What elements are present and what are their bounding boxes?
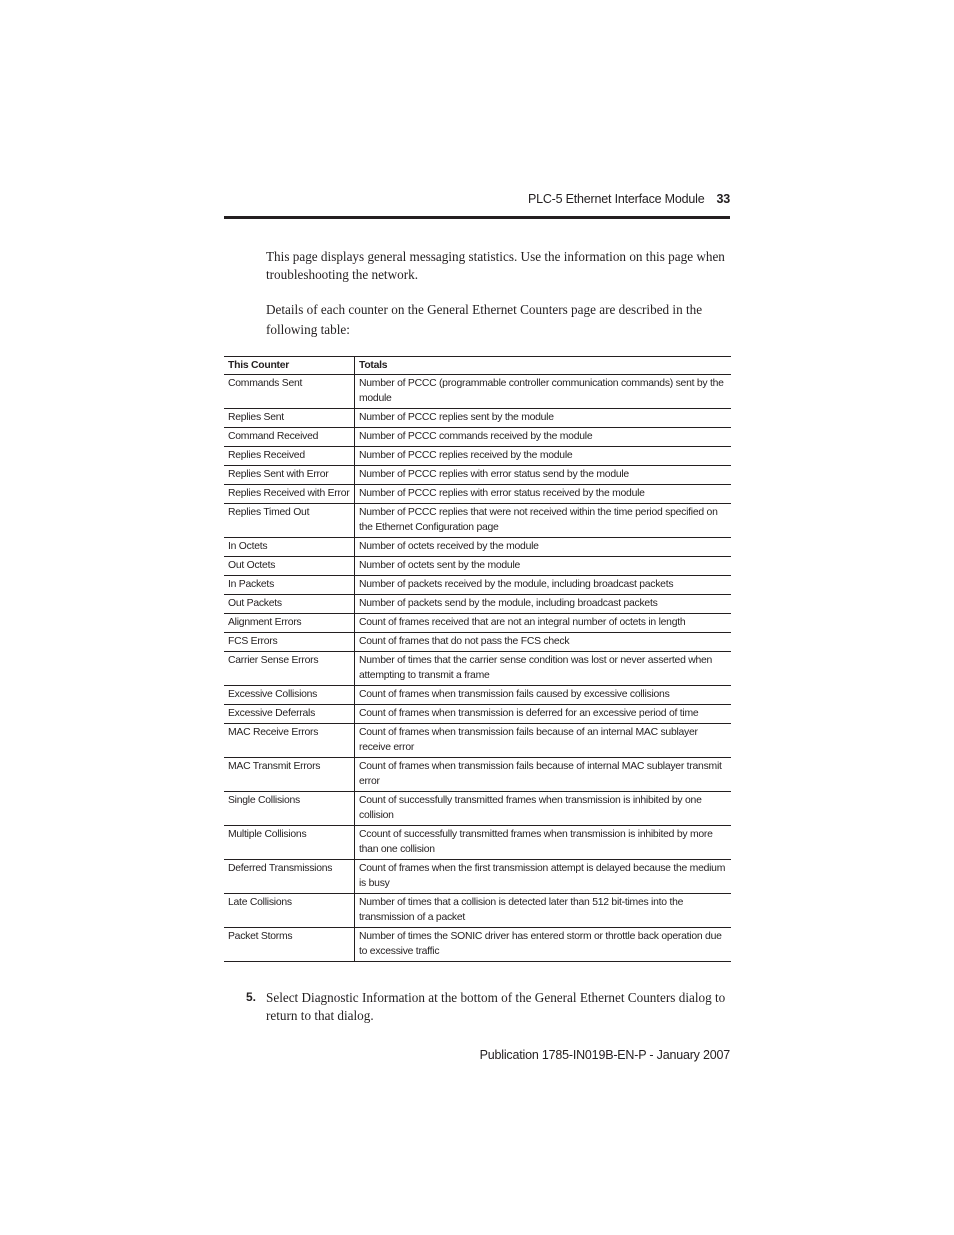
counter-name-cell: In Packets — [224, 576, 355, 595]
counter-description-cell: Number of octets received by the module — [355, 538, 732, 557]
counter-name-cell: Replies Received with Error — [224, 485, 355, 504]
page-header — [224, 192, 730, 219]
counter-description-cell: Count of frames when transmission is deferred for an excessive period of time — [355, 705, 732, 724]
table-row — [224, 466, 731, 485]
counter-name-cell: Packet Storms — [224, 928, 355, 962]
counter-description-cell: Number of octets sent by the module — [355, 557, 732, 576]
intro-paragraph-1: This page displays general messaging statistics. Use the information on this page when troubleshooting the network. — [266, 249, 725, 282]
table-row — [224, 576, 731, 595]
counter-name-cell: Replies Timed Out — [224, 504, 355, 538]
table-row — [224, 792, 731, 826]
table-row — [224, 652, 731, 686]
column-header-counter: This Counter — [224, 357, 355, 375]
counter-name-cell: Alignment Errors — [224, 614, 355, 633]
table-row — [224, 409, 731, 428]
counter-name-cell: Out Packets — [224, 595, 355, 614]
counter-name-cell: Single Collisions — [224, 792, 355, 826]
counter-name-cell: Excessive Deferrals — [224, 705, 355, 724]
table-body — [224, 375, 731, 962]
counter-description-cell: Number of times the SONIC driver has entered storm or throttle back operation due to excessive traffic — [355, 928, 732, 962]
counter-description-cell: Count of frames when transmission fails caused by excessive collisions — [355, 686, 732, 705]
counter-description-cell: Number of times that the carrier sense condition was lost or never asserted when attempting to transmit a frame — [355, 652, 732, 686]
counter-description-cell: Count of frames when transmission fails because of an internal MAC sublayer receive error — [355, 724, 732, 758]
page-number: 33 — [716, 192, 730, 206]
counter-name-cell: MAC Transmit Errors — [224, 758, 355, 792]
table-row — [224, 595, 731, 614]
counter-name-cell: FCS Errors — [224, 633, 355, 652]
counter-name-cell: Excessive Collisions — [224, 686, 355, 705]
counter-description-cell: Number of PCCC replies with error status send by the module — [355, 466, 732, 485]
table-row — [224, 894, 731, 928]
table-row — [224, 758, 731, 792]
step-number: 5. — [246, 990, 257, 1004]
counter-description-cell: Count of frames received that are not an integral number of octets in length — [355, 614, 732, 633]
counter-name-cell: Replies Received — [224, 447, 355, 466]
table-row — [224, 504, 731, 538]
table-row — [224, 375, 731, 409]
counter-name-cell: Out Octets — [224, 557, 355, 576]
counter-description-cell: Number of packets received by the module, including broadcast packets — [355, 576, 732, 595]
step-text: Select Diagnostic Information at the bottom of the General Ethernet Counters dialog to return to that dialog. — [266, 990, 726, 1023]
counter-description-cell: Number of PCCC replies sent by the module — [355, 409, 732, 428]
counter-description-cell: Number of PCCC commands received by the module — [355, 428, 732, 447]
counter-description-cell: Count of frames that do not pass the FCS check — [355, 633, 732, 652]
counter-name-cell: Replies Sent with Error — [224, 466, 355, 485]
counter-name-cell: Commands Sent — [224, 375, 355, 409]
table-row — [224, 860, 731, 894]
counter-name-cell: Late Collisions — [224, 894, 355, 928]
table-header-row — [224, 357, 731, 375]
counter-description-cell: Ccount of successfully transmitted frames when transmission is inhibited by more than one collision — [355, 826, 732, 860]
counter-description-cell: Number of times that a collision is detected later than 512 bit-times into the transmission of a packet — [355, 894, 732, 928]
counter-description-cell: Number of PCCC (programmable controller communication commands) sent by the module — [355, 375, 732, 409]
counter-description-cell: Number of PCCC replies received by the module — [355, 447, 732, 466]
counters-table — [224, 356, 731, 962]
counter-name-cell: Carrier Sense Errors — [224, 652, 355, 686]
counter-description-cell: Number of PCCC replies with error status received by the module — [355, 485, 732, 504]
counter-name-cell: MAC Receive Errors — [224, 724, 355, 758]
counter-description-cell: Count of frames when the first transmission attempt is delayed because the medium is busy — [355, 860, 732, 894]
column-header-totals: Totals — [355, 357, 732, 375]
table-row — [224, 928, 731, 962]
counter-name-cell: Deferred Transmissions — [224, 860, 355, 894]
table-row — [224, 686, 731, 705]
table-row — [224, 633, 731, 652]
counter-name-cell: In Octets — [224, 538, 355, 557]
table-row — [224, 705, 731, 724]
counter-name-cell: Command Received — [224, 428, 355, 447]
counter-description-cell: Count of frames when transmission fails because of internal MAC sublayer transmit error — [355, 758, 732, 792]
counter-name-cell: Multiple Collisions — [224, 826, 355, 860]
table-row — [224, 614, 731, 633]
table-row — [224, 447, 731, 466]
table-row — [224, 557, 731, 576]
header-title: PLC-5 Ethernet Interface Module — [527, 192, 705, 206]
table-row — [224, 538, 731, 557]
counter-description-cell: Count of successfully transmitted frames when transmission is inhibited by one collision — [355, 792, 732, 826]
intro-paragraph-2: Details of each counter on the General Ethernet Counters page are described in the following table: — [266, 302, 703, 337]
counter-description-cell: Number of packets send by the module, including broadcast packets — [355, 595, 732, 614]
counter-name-cell: Replies Sent — [224, 409, 355, 428]
table-row — [224, 428, 731, 447]
counter-description-cell: Number of PCCC replies that were not received within the time period specified on the Ethernet Configuration page — [355, 504, 732, 538]
table-row — [224, 485, 731, 504]
step-5 — [246, 989, 736, 1024]
table-row — [224, 826, 731, 860]
publication-footer: Publication 1785-IN019B-EN-P - January 2007 — [479, 1048, 730, 1062]
table-row — [224, 724, 731, 758]
